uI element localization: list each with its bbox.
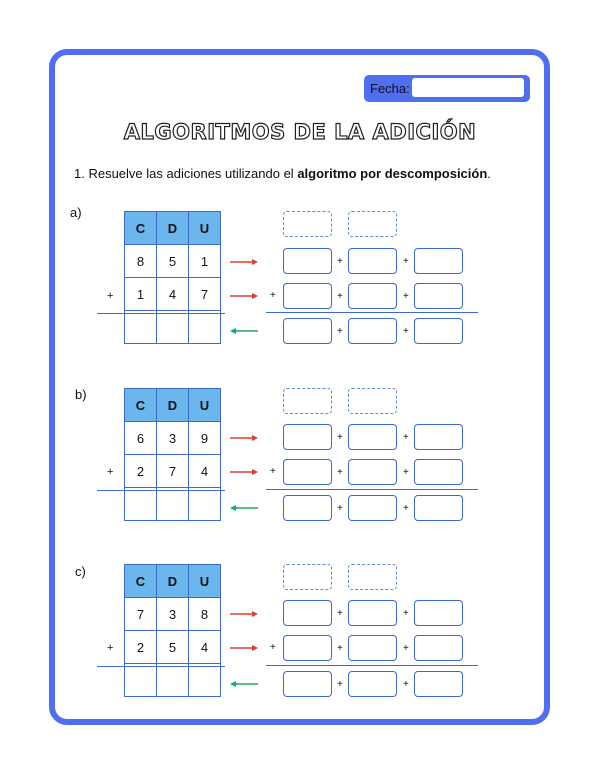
date-label: Fecha: [370,81,410,96]
decomposition-box[interactable] [348,459,397,485]
answer-cell[interactable] [157,488,189,521]
result-box[interactable] [283,318,332,344]
column-header-d: D [157,212,189,245]
plus-sign: + [403,608,409,619]
digit-cell: 5 [157,245,189,278]
decomposition-box[interactable] [348,283,397,309]
exercise-a-grid [124,211,221,344]
sum-line [266,665,478,666]
exercise-c-grid [124,564,221,697]
column-header-d: D [157,565,189,598]
digit-cell: 1 [189,245,221,278]
result-box[interactable] [348,671,397,697]
exercise-a-label: a) [70,205,82,220]
exercise-c-label: c) [75,564,86,579]
decomposition-box[interactable] [348,248,397,274]
carry-box[interactable] [283,211,332,237]
carry-box[interactable] [348,564,397,590]
plus-sign: + [403,643,409,654]
decomposition-box[interactable] [283,459,332,485]
answer-cell[interactable] [125,311,157,344]
plus-sign: + [337,503,343,514]
digit-cell: 7 [189,278,221,311]
page-title: ALGORITMOS DE LA ADICIÓN [123,120,477,144]
digit-cell: 2 [125,631,157,664]
decomposition-box[interactable] [414,459,463,485]
decomposition-box[interactable] [414,283,463,309]
answer-cell[interactable] [125,664,157,697]
sum-line [266,489,478,490]
decomposition-box[interactable] [348,424,397,450]
plus-sign: + [403,503,409,514]
arrow-right-icon [230,644,258,652]
decomposition-box[interactable] [283,248,332,274]
arrow-left-icon [230,680,258,688]
decomposition-box[interactable] [348,600,397,626]
plus-sign: + [337,326,343,337]
arrow-right-icon [230,292,258,300]
plus-sign: + [337,608,343,619]
digit-cell: 3 [157,598,189,631]
answer-cell[interactable] [189,664,221,697]
digit-cell: 4 [189,631,221,664]
digit-cell: 3 [157,422,189,455]
plus-sign: + [403,467,409,478]
decomposition-box[interactable] [414,248,463,274]
plus-sign: + [337,679,343,690]
digit-cell: 7 [157,455,189,488]
date-input[interactable] [412,78,524,97]
instruction-suffix: . [487,166,491,181]
exercise-b-label: b) [75,387,87,402]
result-box[interactable] [414,318,463,344]
plus-sign: + [403,256,409,267]
decomposition-box[interactable] [283,424,332,450]
plus-sign: + [403,326,409,337]
sum-line [97,490,225,491]
decomposition-box[interactable] [283,283,332,309]
digit-cell: 5 [157,631,189,664]
instruction-text [74,166,491,181]
plus-sign: + [270,466,276,477]
exercise-b-grid [124,388,221,521]
digit-cell: 4 [157,278,189,311]
answer-cell[interactable] [157,664,189,697]
arrow-left-icon [230,327,258,335]
plus-sign: + [337,256,343,267]
carry-box[interactable] [283,388,332,414]
column-header-d: D [157,389,189,422]
instruction-prefix: 1. Resuelve las adiciones utilizando el [74,166,298,181]
plus-sign: + [337,467,343,478]
digit-cell: 6 [125,422,157,455]
column-header-c: C [125,212,157,245]
result-box[interactable] [348,495,397,521]
column-header-u: U [189,565,221,598]
column-header-u: U [189,212,221,245]
column-header-c: C [125,565,157,598]
plus-sign: + [270,290,276,301]
answer-cell[interactable] [157,311,189,344]
arrow-left-icon [230,504,258,512]
plus-sign: + [403,291,409,302]
decomposition-box[interactable] [283,600,332,626]
plus-sign: + [107,466,114,478]
answer-cell[interactable] [125,488,157,521]
digit-cell: 7 [125,598,157,631]
arrow-right-icon [230,434,258,442]
plus-sign: + [337,432,343,443]
digit-cell: 8 [125,245,157,278]
date-box [364,75,530,102]
result-box[interactable] [283,495,332,521]
digit-cell: 1 [125,278,157,311]
carry-box[interactable] [348,211,397,237]
sum-line [97,313,225,314]
instruction-bold: algoritmo por descomposición [297,166,488,181]
decomposition-box[interactable] [283,635,332,661]
result-box[interactable] [348,318,397,344]
arrow-right-icon [230,258,258,266]
plus-sign: + [107,290,114,302]
sum-line [266,312,478,313]
arrow-right-icon [230,610,258,618]
result-box[interactable] [414,671,463,697]
answer-cell[interactable] [189,488,221,521]
digit-cell: 8 [189,598,221,631]
sum-line [97,666,225,667]
plus-sign: + [403,432,409,443]
arrow-right-icon [230,468,258,476]
plus-sign: + [270,642,276,653]
decomposition-box[interactable] [414,424,463,450]
plus-sign: + [337,643,343,654]
column-header-u: U [189,389,221,422]
result-box[interactable] [283,671,332,697]
plus-sign: + [337,291,343,302]
digit-cell: 9 [189,422,221,455]
carry-box[interactable] [348,388,397,414]
plus-sign: + [107,642,114,654]
column-header-c: C [125,389,157,422]
answer-cell[interactable] [189,311,221,344]
decomposition-box[interactable] [348,635,397,661]
decomposition-box[interactable] [414,635,463,661]
result-box[interactable] [414,495,463,521]
digit-cell: 4 [189,455,221,488]
plus-sign: + [403,679,409,690]
decomposition-box[interactable] [414,600,463,626]
carry-box[interactable] [283,564,332,590]
digit-cell: 2 [125,455,157,488]
